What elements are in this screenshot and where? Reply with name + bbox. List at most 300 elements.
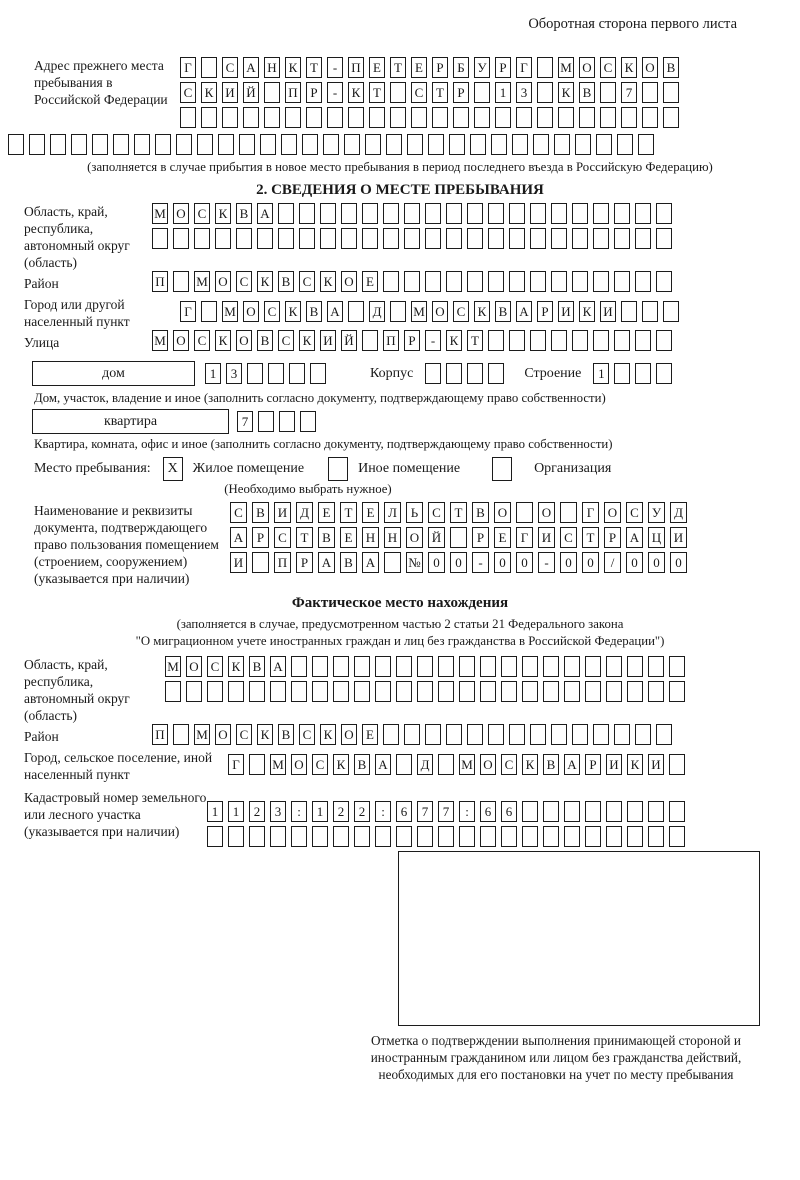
char-cell[interactable]: Р [252, 527, 269, 548]
char-cell[interactable] [593, 203, 609, 224]
char-cell[interactable] [173, 271, 189, 292]
char-cell[interactable] [239, 134, 255, 155]
char-cell[interactable] [278, 228, 294, 249]
char-cell[interactable] [663, 107, 679, 128]
char-cell[interactable] [425, 228, 441, 249]
char-cell[interactable] [453, 107, 469, 128]
char-cell[interactable] [29, 134, 45, 155]
char-cell[interactable] [197, 134, 213, 155]
char-cell[interactable] [614, 228, 630, 249]
char-cell[interactable]: О [173, 330, 189, 351]
char-cell[interactable]: П [348, 57, 364, 78]
char-cell[interactable]: В [318, 527, 335, 548]
char-cell[interactable]: В [278, 271, 294, 292]
char-cell[interactable] [50, 134, 66, 155]
char-cell[interactable] [386, 134, 402, 155]
char-cell[interactable]: П [274, 552, 291, 573]
char-cell[interactable] [396, 826, 412, 847]
char-cell[interactable]: С [278, 330, 294, 351]
char-cell[interactable] [621, 107, 637, 128]
char-cell[interactable] [152, 228, 168, 249]
char-cell[interactable] [446, 203, 462, 224]
char-cell[interactable]: Р [585, 754, 601, 775]
char-cell[interactable] [428, 134, 444, 155]
char-cell[interactable] [606, 801, 622, 822]
char-cell[interactable] [614, 330, 630, 351]
char-cell[interactable] [551, 724, 567, 745]
char-cell[interactable] [438, 754, 454, 775]
char-cell[interactable] [488, 271, 504, 292]
char-cell[interactable]: Т [296, 527, 313, 548]
char-cell[interactable] [438, 656, 454, 677]
char-cell[interactable] [635, 330, 651, 351]
char-cell[interactable] [215, 228, 231, 249]
char-cell[interactable]: 0 [582, 552, 599, 573]
char-cell[interactable] [384, 552, 401, 573]
char-cell[interactable]: И [538, 527, 555, 548]
char-cell[interactable] [300, 411, 316, 432]
char-cell[interactable] [474, 82, 490, 103]
char-cell[interactable]: П [152, 271, 168, 292]
char-cell[interactable] [564, 801, 580, 822]
char-cell[interactable]: Т [369, 82, 385, 103]
char-cell[interactable]: 2 [249, 801, 265, 822]
char-cell[interactable]: О [341, 271, 357, 292]
char-cell[interactable]: Т [340, 502, 357, 523]
checkbox-organizatsiya[interactable] [492, 457, 512, 481]
char-cell[interactable] [585, 801, 601, 822]
char-cell[interactable] [669, 656, 685, 677]
char-cell[interactable]: 3 [270, 801, 286, 822]
char-cell[interactable] [155, 134, 171, 155]
char-cell[interactable]: С [560, 527, 577, 548]
char-cell[interactable]: Д [670, 502, 687, 523]
char-cell[interactable]: Р [296, 552, 313, 573]
char-cell[interactable]: Н [384, 527, 401, 548]
char-cell[interactable] [218, 134, 234, 155]
char-cell[interactable]: С [236, 271, 252, 292]
char-cell[interactable] [551, 228, 567, 249]
char-cell[interactable] [627, 826, 643, 847]
checkbox-zhiloe-pomeschenie[interactable]: X [163, 457, 183, 481]
char-cell[interactable] [530, 724, 546, 745]
char-cell[interactable]: О [173, 203, 189, 224]
char-cell[interactable] [572, 271, 588, 292]
char-cell[interactable] [648, 826, 664, 847]
char-cell[interactable] [501, 826, 517, 847]
char-cell[interactable]: Т [432, 82, 448, 103]
char-cell[interactable] [417, 656, 433, 677]
char-cell[interactable] [383, 724, 399, 745]
char-cell[interactable]: 6 [480, 801, 496, 822]
char-cell[interactable] [488, 724, 504, 745]
char-cell[interactable] [257, 228, 273, 249]
char-cell[interactable] [480, 681, 496, 702]
char-cell[interactable] [207, 681, 223, 702]
char-cell[interactable] [593, 330, 609, 351]
char-cell[interactable] [530, 271, 546, 292]
char-cell[interactable]: Е [362, 271, 378, 292]
char-cell[interactable] [450, 527, 467, 548]
char-cell[interactable]: В [663, 57, 679, 78]
char-cell[interactable]: О [341, 724, 357, 745]
char-cell[interactable] [614, 203, 630, 224]
char-cell[interactable] [600, 107, 616, 128]
char-cell[interactable] [509, 271, 525, 292]
char-cell[interactable]: Р [495, 57, 511, 78]
char-cell[interactable]: Й [428, 527, 445, 548]
char-cell[interactable] [310, 363, 326, 384]
char-cell[interactable]: М [558, 57, 574, 78]
char-cell[interactable] [299, 203, 315, 224]
char-cell[interactable]: О [215, 271, 231, 292]
char-cell[interactable] [474, 107, 490, 128]
char-cell[interactable] [407, 134, 423, 155]
char-cell[interactable] [180, 107, 196, 128]
char-cell[interactable]: Е [340, 527, 357, 548]
char-cell[interactable]: Е [411, 57, 427, 78]
char-cell[interactable]: Е [318, 502, 335, 523]
char-cell[interactable] [252, 552, 269, 573]
char-cell[interactable] [635, 203, 651, 224]
char-cell[interactable]: К [215, 330, 231, 351]
char-cell[interactable] [396, 656, 412, 677]
char-cell[interactable] [467, 363, 483, 384]
char-cell[interactable] [425, 271, 441, 292]
char-cell[interactable] [299, 228, 315, 249]
char-cell[interactable] [383, 271, 399, 292]
char-cell[interactable]: О [186, 656, 202, 677]
char-cell[interactable]: Г [516, 527, 533, 548]
char-cell[interactable] [404, 271, 420, 292]
char-cell[interactable] [617, 134, 633, 155]
char-cell[interactable]: 2 [333, 801, 349, 822]
char-cell[interactable]: С [299, 271, 315, 292]
char-cell[interactable] [663, 301, 679, 322]
char-cell[interactable] [278, 203, 294, 224]
char-cell[interactable] [446, 271, 462, 292]
char-cell[interactable] [480, 826, 496, 847]
char-cell[interactable]: В [257, 330, 273, 351]
char-cell[interactable]: В [340, 552, 357, 573]
char-cell[interactable] [165, 681, 181, 702]
char-cell[interactable] [201, 57, 217, 78]
char-cell[interactable]: М [270, 754, 286, 775]
char-cell[interactable]: - [472, 552, 489, 573]
char-cell[interactable]: 3 [226, 363, 242, 384]
char-cell[interactable] [543, 826, 559, 847]
char-cell[interactable] [593, 228, 609, 249]
char-cell[interactable] [323, 134, 339, 155]
char-cell[interactable]: С [236, 724, 252, 745]
char-cell[interactable] [572, 724, 588, 745]
char-cell[interactable]: А [516, 301, 532, 322]
house-field-box[interactable]: дом [32, 361, 195, 386]
char-cell[interactable] [614, 724, 630, 745]
char-cell[interactable]: С [312, 754, 328, 775]
char-cell[interactable] [642, 82, 658, 103]
char-cell[interactable] [627, 681, 643, 702]
char-cell[interactable] [236, 228, 252, 249]
char-cell[interactable]: О [291, 754, 307, 775]
char-cell[interactable] [92, 134, 108, 155]
char-cell[interactable] [635, 228, 651, 249]
char-cell[interactable] [362, 228, 378, 249]
char-cell[interactable]: И [274, 502, 291, 523]
char-cell[interactable] [249, 681, 265, 702]
char-cell[interactable]: 6 [396, 801, 412, 822]
char-cell[interactable] [470, 134, 486, 155]
char-cell[interactable] [341, 228, 357, 249]
char-cell[interactable] [207, 826, 223, 847]
char-cell[interactable]: Д [296, 502, 313, 523]
char-cell[interactable]: П [285, 82, 301, 103]
char-cell[interactable]: В [354, 754, 370, 775]
char-cell[interactable]: К [285, 57, 301, 78]
char-cell[interactable] [438, 826, 454, 847]
char-cell[interactable] [264, 82, 280, 103]
char-cell[interactable]: - [425, 330, 441, 351]
char-cell[interactable] [669, 801, 685, 822]
char-cell[interactable]: Т [467, 330, 483, 351]
char-cell[interactable]: - [538, 552, 555, 573]
char-cell[interactable] [354, 681, 370, 702]
char-cell[interactable]: № [406, 552, 423, 573]
char-cell[interactable] [509, 203, 525, 224]
char-cell[interactable] [333, 826, 349, 847]
char-cell[interactable]: А [318, 552, 335, 573]
char-cell[interactable]: М [194, 271, 210, 292]
char-cell[interactable]: Е [362, 502, 379, 523]
char-cell[interactable]: О [538, 502, 555, 523]
char-cell[interactable] [509, 228, 525, 249]
char-cell[interactable] [509, 724, 525, 745]
char-cell[interactable] [306, 107, 322, 128]
char-cell[interactable]: 1 [593, 363, 609, 384]
char-cell[interactable] [614, 363, 630, 384]
char-cell[interactable] [176, 134, 192, 155]
char-cell[interactable]: М [152, 330, 168, 351]
char-cell[interactable] [258, 411, 274, 432]
char-cell[interactable] [488, 363, 504, 384]
char-cell[interactable]: С [428, 502, 445, 523]
char-cell[interactable]: О [432, 301, 448, 322]
char-cell[interactable] [320, 203, 336, 224]
char-cell[interactable] [289, 363, 305, 384]
char-cell[interactable]: 7 [417, 801, 433, 822]
char-cell[interactable] [593, 724, 609, 745]
char-cell[interactable]: У [648, 502, 665, 523]
char-cell[interactable] [411, 107, 427, 128]
char-cell[interactable]: Р [453, 82, 469, 103]
char-cell[interactable] [228, 826, 244, 847]
apartment-field-box[interactable]: квартира [32, 409, 229, 434]
char-cell[interactable] [635, 271, 651, 292]
char-cell[interactable]: Р [306, 82, 322, 103]
char-cell[interactable] [134, 134, 150, 155]
char-cell[interactable]: 1 [228, 801, 244, 822]
char-cell[interactable]: 3 [516, 82, 532, 103]
char-cell[interactable] [516, 107, 532, 128]
char-cell[interactable]: А [362, 552, 379, 573]
char-cell[interactable] [656, 271, 672, 292]
char-cell[interactable] [446, 724, 462, 745]
char-cell[interactable]: К [348, 82, 364, 103]
char-cell[interactable]: К [333, 754, 349, 775]
char-cell[interactable]: К [627, 754, 643, 775]
char-cell[interactable]: У [474, 57, 490, 78]
char-cell[interactable] [606, 656, 622, 677]
char-cell[interactable] [312, 656, 328, 677]
char-cell[interactable]: К [522, 754, 538, 775]
char-cell[interactable] [488, 228, 504, 249]
char-cell[interactable] [642, 301, 658, 322]
char-cell[interactable] [488, 203, 504, 224]
char-cell[interactable] [71, 134, 87, 155]
char-cell[interactable]: В [278, 724, 294, 745]
char-cell[interactable]: К [446, 330, 462, 351]
char-cell[interactable]: Г [228, 754, 244, 775]
char-cell[interactable]: 1 [205, 363, 221, 384]
char-cell[interactable]: Н [264, 57, 280, 78]
char-cell[interactable]: 0 [648, 552, 665, 573]
char-cell[interactable]: : [291, 801, 307, 822]
char-cell[interactable] [390, 301, 406, 322]
char-cell[interactable]: А [564, 754, 580, 775]
char-cell[interactable]: А [243, 57, 259, 78]
char-cell[interactable] [459, 656, 475, 677]
char-cell[interactable] [663, 82, 679, 103]
char-cell[interactable]: С [207, 656, 223, 677]
char-cell[interactable] [291, 681, 307, 702]
char-cell[interactable]: С [626, 502, 643, 523]
char-cell[interactable] [390, 107, 406, 128]
char-cell[interactable]: Р [537, 301, 553, 322]
char-cell[interactable]: Л [384, 502, 401, 523]
char-cell[interactable] [564, 681, 580, 702]
char-cell[interactable]: Р [604, 527, 621, 548]
char-cell[interactable]: С [411, 82, 427, 103]
char-cell[interactable] [635, 724, 651, 745]
char-cell[interactable]: Т [450, 502, 467, 523]
char-cell[interactable] [600, 82, 616, 103]
char-cell[interactable]: К [228, 656, 244, 677]
char-cell[interactable] [417, 826, 433, 847]
char-cell[interactable]: В [543, 754, 559, 775]
char-cell[interactable]: К [299, 330, 315, 351]
char-cell[interactable] [291, 826, 307, 847]
char-cell[interactable] [279, 411, 295, 432]
char-cell[interactable] [302, 134, 318, 155]
char-cell[interactable] [194, 228, 210, 249]
char-cell[interactable] [243, 107, 259, 128]
char-cell[interactable] [488, 330, 504, 351]
char-cell[interactable]: 7 [237, 411, 253, 432]
char-cell[interactable] [551, 330, 567, 351]
char-cell[interactable]: С [180, 82, 196, 103]
char-cell[interactable]: И [230, 552, 247, 573]
char-cell[interactable]: А [270, 656, 286, 677]
char-cell[interactable]: Р [404, 330, 420, 351]
char-cell[interactable] [642, 107, 658, 128]
char-cell[interactable] [656, 330, 672, 351]
char-cell[interactable]: 1 [495, 82, 511, 103]
char-cell[interactable] [446, 228, 462, 249]
char-cell[interactable]: Е [362, 724, 378, 745]
char-cell[interactable] [228, 681, 244, 702]
char-cell[interactable]: Р [472, 527, 489, 548]
char-cell[interactable] [522, 801, 538, 822]
char-cell[interactable] [509, 330, 525, 351]
char-cell[interactable] [572, 228, 588, 249]
char-cell[interactable]: Р [432, 57, 448, 78]
char-cell[interactable] [467, 724, 483, 745]
char-cell[interactable]: В [579, 82, 595, 103]
char-cell[interactable]: / [604, 552, 621, 573]
char-cell[interactable]: А [626, 527, 643, 548]
char-cell[interactable] [249, 754, 265, 775]
char-cell[interactable] [362, 330, 378, 351]
char-cell[interactable] [530, 330, 546, 351]
char-cell[interactable]: Т [306, 57, 322, 78]
char-cell[interactable] [348, 107, 364, 128]
char-cell[interactable] [537, 107, 553, 128]
char-cell[interactable] [621, 301, 637, 322]
char-cell[interactable]: 1 [312, 801, 328, 822]
char-cell[interactable]: С [453, 301, 469, 322]
char-cell[interactable] [516, 502, 533, 523]
char-cell[interactable] [551, 203, 567, 224]
char-cell[interactable] [375, 826, 391, 847]
char-cell[interactable] [249, 826, 265, 847]
char-cell[interactable] [312, 826, 328, 847]
char-cell[interactable] [614, 271, 630, 292]
char-cell[interactable]: 7 [621, 82, 637, 103]
char-cell[interactable]: К [257, 724, 273, 745]
char-cell[interactable] [585, 656, 601, 677]
char-cell[interactable]: К [621, 57, 637, 78]
char-cell[interactable] [333, 681, 349, 702]
char-cell[interactable]: М [165, 656, 181, 677]
char-cell[interactable] [354, 656, 370, 677]
char-cell[interactable]: С [264, 301, 280, 322]
char-cell[interactable] [554, 134, 570, 155]
char-cell[interactable]: С [222, 57, 238, 78]
char-cell[interactable] [596, 134, 612, 155]
char-cell[interactable]: М [194, 724, 210, 745]
char-cell[interactable]: О [236, 330, 252, 351]
char-cell[interactable] [585, 681, 601, 702]
char-cell[interactable]: В [306, 301, 322, 322]
char-cell[interactable] [348, 301, 364, 322]
char-cell[interactable] [522, 656, 538, 677]
char-cell[interactable]: 6 [501, 801, 517, 822]
char-cell[interactable]: Е [494, 527, 511, 548]
char-cell[interactable]: К [558, 82, 574, 103]
char-cell[interactable]: : [375, 801, 391, 822]
char-cell[interactable] [491, 134, 507, 155]
char-cell[interactable] [501, 681, 517, 702]
char-cell[interactable] [638, 134, 654, 155]
char-cell[interactable]: К [201, 82, 217, 103]
char-cell[interactable] [558, 107, 574, 128]
char-cell[interactable]: И [600, 301, 616, 322]
char-cell[interactable]: 2 [354, 801, 370, 822]
char-cell[interactable]: С [600, 57, 616, 78]
char-cell[interactable]: К [474, 301, 490, 322]
char-cell[interactable]: В [249, 656, 265, 677]
char-cell[interactable]: Т [390, 57, 406, 78]
